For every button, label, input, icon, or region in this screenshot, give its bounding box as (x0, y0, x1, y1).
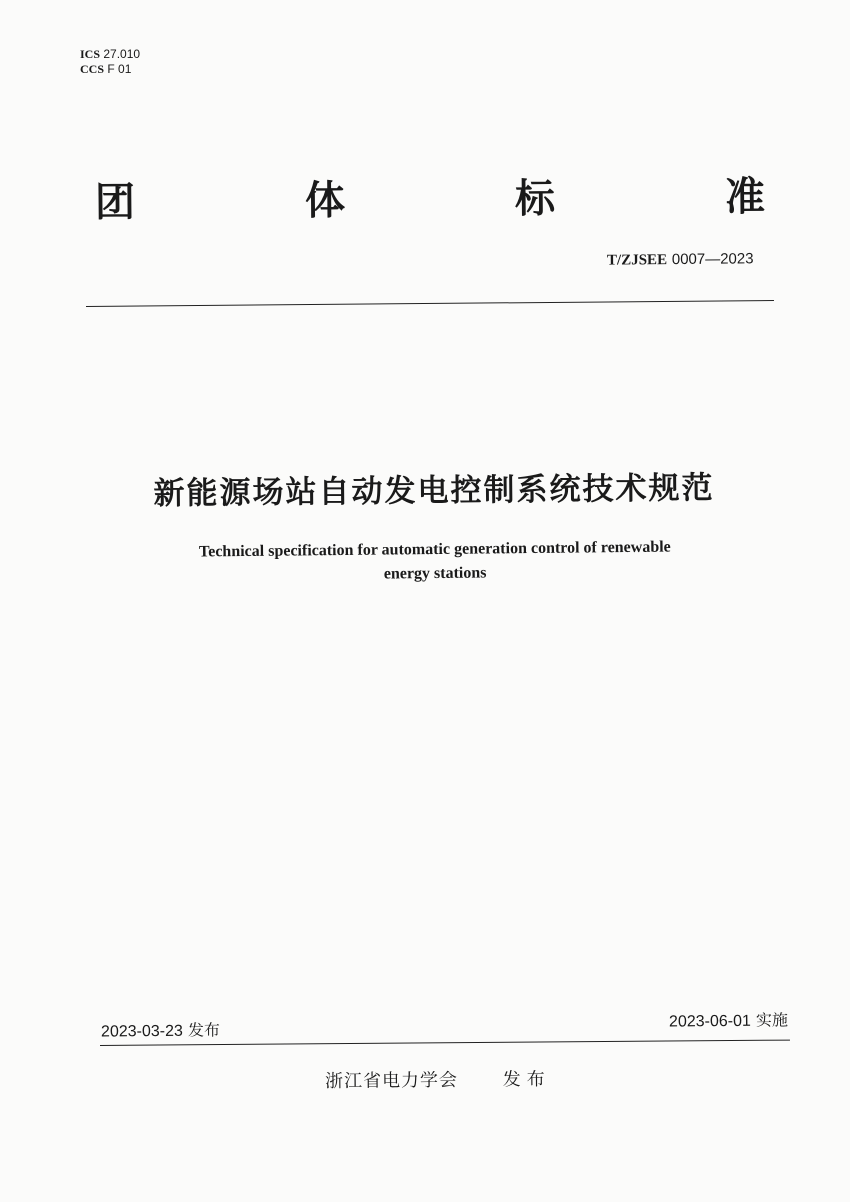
ics-code-line (80, 47, 140, 62)
implementation-label: 实施 (755, 1010, 789, 1030)
standard-type-char: 团 (94, 179, 136, 226)
implementation-date: 2023-06-01 (668, 1012, 751, 1031)
standard-number (607, 249, 754, 269)
title-english (110, 535, 760, 590)
publisher-action: 发布 (502, 1069, 551, 1091)
standard-type-char: 体 (304, 177, 346, 225)
classification-codes (80, 47, 140, 77)
ccs-code: F 01 (107, 62, 132, 76)
standard-type-char: 准 (724, 174, 766, 221)
standard-type-char: 标 (514, 175, 556, 223)
title-english-line: Technical specification for automatic generation control of renewable (198, 538, 671, 561)
ics-label: ICS (80, 47, 101, 61)
ics-code: 27.010 (103, 47, 141, 61)
title-english-line: energy stations (383, 564, 487, 583)
title-chinese: 新能源场站自动发电控制系统技术规范 (153, 470, 715, 512)
standard-number-prefix: T/ZJSEE (607, 252, 668, 269)
issue-date-block (101, 1017, 220, 1041)
ccs-label: CCS (80, 62, 105, 76)
header-divider (86, 300, 774, 307)
publisher-name: 浙江省电力学会 (324, 1069, 459, 1092)
ccs-code-line (80, 62, 140, 77)
issue-date: 2023-03-23 (100, 1022, 183, 1041)
implementation-date-block (669, 1007, 788, 1031)
issue-label: 发布 (187, 1020, 221, 1040)
standard-number-value: 0007—2023 (672, 250, 755, 269)
publisher-line (325, 1065, 551, 1093)
standard-type-heading (95, 167, 765, 233)
